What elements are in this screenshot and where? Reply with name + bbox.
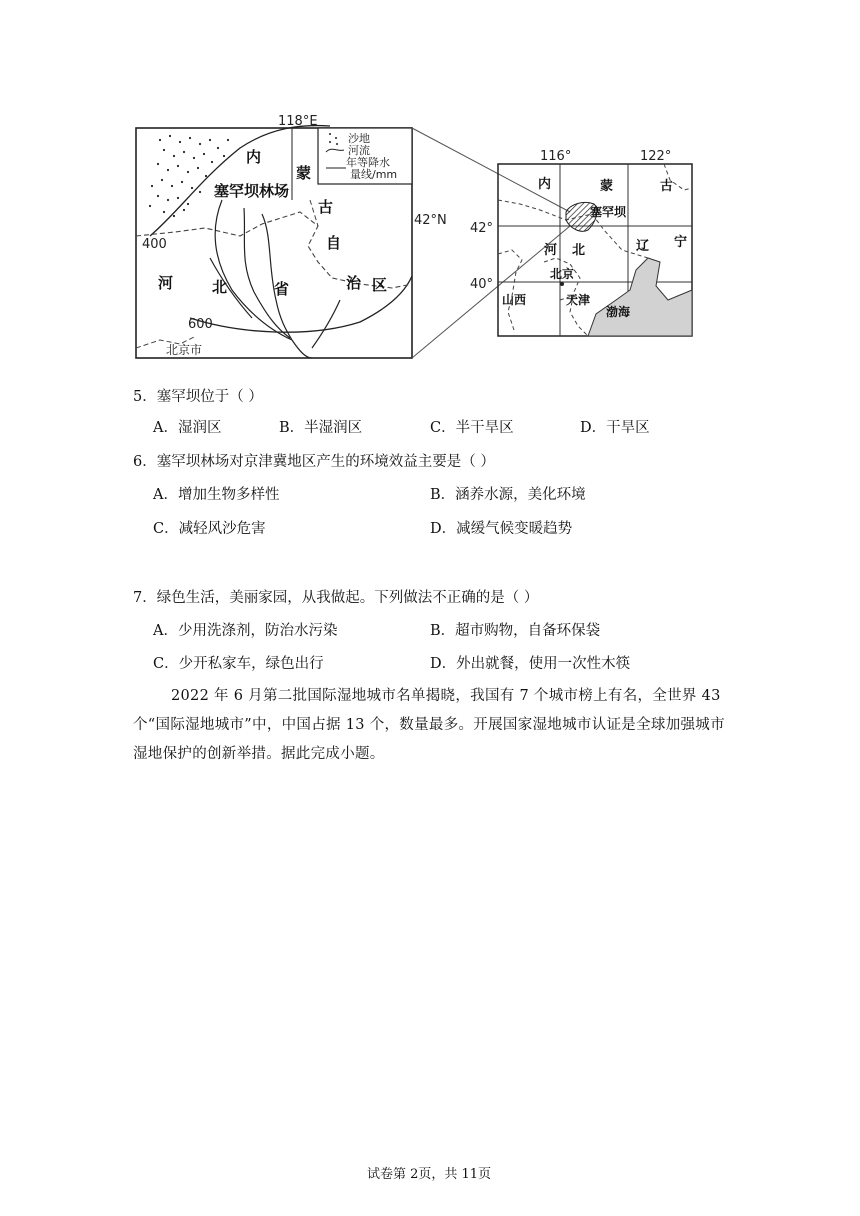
q5-option-d[interactable]: D．干旱区 [580, 420, 650, 436]
q5-option-b[interactable]: B．半湿润区 [279, 420, 363, 436]
q6-option-a[interactable]: A．增加生物多样性 [153, 487, 280, 503]
right-bei: 北 [572, 243, 586, 258]
right-nei: 内 [538, 177, 552, 192]
right-lat-42: 42° [470, 221, 494, 236]
right-beijing: 北京 [550, 267, 575, 281]
q7-option-a[interactable]: A．少用洗涤剂，防治水污染 [153, 623, 338, 639]
right-lon-122: 122° [640, 149, 672, 164]
right-meng: 蒙 [600, 179, 614, 194]
left-map [136, 114, 447, 358]
q5-option-a[interactable]: A．湿润区 [153, 420, 222, 436]
legend-sand: 沙地 [348, 132, 370, 145]
question-5-stem: 5．塞罕坝位于（ ） [133, 389, 263, 405]
q6-option-b[interactable]: B．涵养水源，美化环境 [430, 487, 586, 503]
region-char-gu: 古 [318, 198, 334, 216]
q5-option-c[interactable]: C．半干旱区 [430, 420, 514, 436]
hebei-char-bei: 北 [212, 278, 228, 296]
q6-option-c[interactable]: C．减轻风沙危害 [153, 521, 266, 537]
iso-600-label: 600 [188, 317, 213, 332]
right-saihanba: 塞罕坝 [590, 205, 627, 219]
question-6-stem: 6．塞罕坝林场对京津冀地区产生的环境效益主要是（ ） [133, 454, 495, 470]
right-he: 河 [544, 243, 558, 258]
forest-label: 塞罕坝林场 [214, 182, 290, 200]
right-ning: 宁 [674, 235, 688, 250]
legend-river: 河流 [348, 144, 370, 157]
right-lat-40: 40° [470, 277, 494, 292]
region-char-qu: 区 [372, 276, 388, 294]
hebei-char-sheng: 省 [274, 280, 290, 298]
hebei-char-he: 河 [158, 274, 174, 292]
right-liao: 辽 [636, 239, 650, 254]
page-footer: 试卷第 2页，共 11页 [367, 1167, 492, 1182]
lat-42-label: 42°N [414, 213, 447, 228]
map-figure [0, 0, 860, 370]
lon-118-label: 118°E [278, 114, 318, 129]
region-char-zi: 自 [326, 234, 342, 252]
q7-option-b[interactable]: B．超市购物，自备环保袋 [430, 623, 601, 639]
right-bohai: 渤海 [606, 305, 631, 319]
right-lon-116: 116° [540, 149, 572, 164]
iso-400-label: 400 [142, 237, 167, 252]
right-gu: 古 [660, 179, 674, 194]
city-beijing-label: 北京市 [166, 343, 203, 357]
rivers [210, 200, 340, 358]
region-char-meng: 蒙 [296, 164, 312, 182]
right-shanxi: 山西 [502, 293, 527, 307]
right-tianjin: 天津 [566, 293, 591, 307]
passage-text: 2022 年 6 月第二批国际湿地城市名单揭晓，我国有 7 个城市榜上有名，全世界 43 个“国际湿地城市”中，中国占据 13 个，数量最多。开展国家湿地城市认证是全球加强城市湿地保护的创新举措。据此完成小题。 [133, 688, 725, 762]
legend-isohyet-1: 年等降水 [346, 156, 390, 169]
q7-option-d[interactable]: D．外出就餐，使用一次性木筷 [430, 656, 631, 672]
region-char-zhi: 治 [346, 274, 362, 292]
region-char-nei: 内 [246, 148, 262, 166]
legend-isohyet-2: 量线/mm [350, 168, 398, 181]
question-7-stem: 7．绿色生活，美丽家园，从我做起。下列做法不正确的是（ ） [133, 590, 539, 606]
q7-option-c[interactable]: C．少开私家车，绿色出行 [153, 656, 324, 672]
q6-option-d[interactable]: D．减缓气候变暖趋势 [430, 521, 573, 537]
sand-dots [149, 135, 229, 217]
